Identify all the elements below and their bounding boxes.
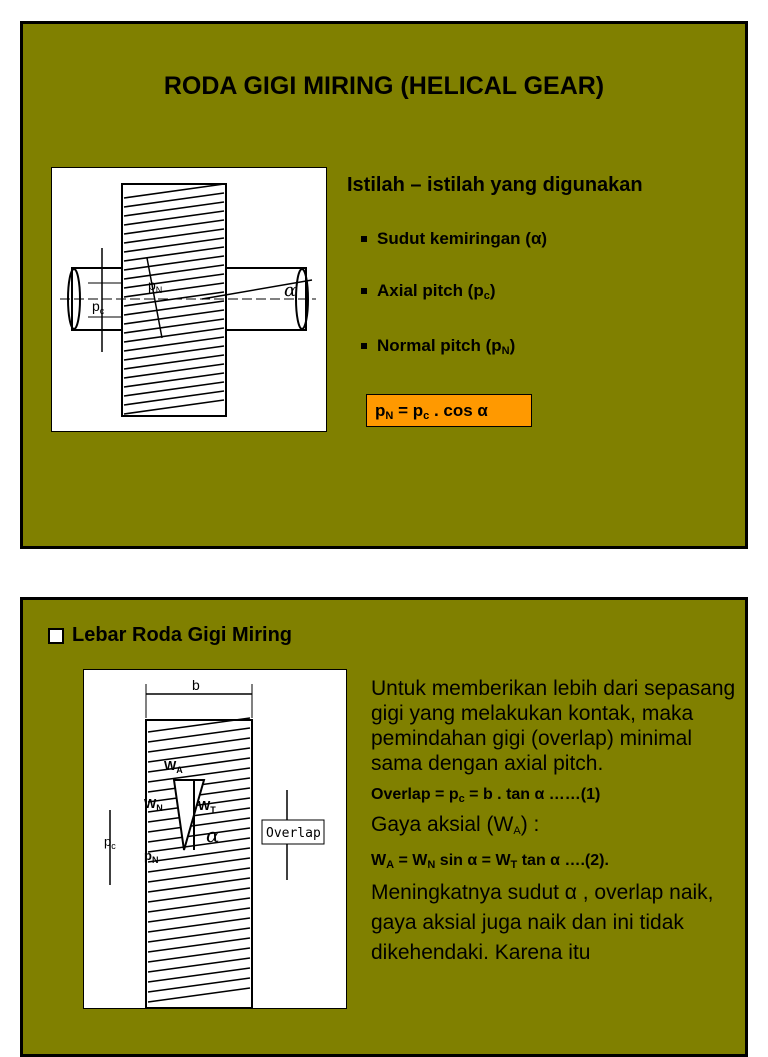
- gear-width-drawing: [84, 670, 346, 1008]
- checkbox-bullet-icon: [48, 628, 64, 644]
- bullet-sudut-kemiringan: Sudut kemiringan (α): [359, 229, 547, 259]
- overlap-label: Overlap: [266, 826, 321, 841]
- pn-label: $p_N$: [148, 277, 163, 295]
- gear-width-figure: [83, 669, 347, 1009]
- bullet-normal-pitch: Normal pitch $(p_N)$: [359, 336, 547, 357]
- helical-gear-figure: [51, 167, 327, 432]
- section-heading: [48, 624, 292, 647]
- section-heading-text: Lebar Roda Gigi Miring: [72, 624, 293, 646]
- pn-label-2: $p_N$: [144, 848, 159, 865]
- normal-pitch-formula: $p_N = p_c$ . cos α: [366, 394, 532, 427]
- bullet-axial-pitch: Axial pitch $(p_c)$: [359, 281, 547, 302]
- axial-force-equation: $W_A = W_N$ $\sin \alpha = W_T$ tan α ….(2).: [371, 852, 609, 871]
- axial-force-label: Gaya aksial $(W_A)$ :: [371, 813, 540, 837]
- wa-label: $W_A$: [164, 758, 183, 775]
- alpha-label: α: [284, 280, 297, 301]
- pc-label-2: $p_c$: [104, 834, 116, 851]
- overlap-explanation: Untuk memberikan lebih dari sepasang gigi yang melakukan kontak, maka pemindahan gigi (overlap) minimal sama dengan axial pitch.: [371, 677, 736, 775]
- closing-text: Meningkatnya sudut α , overlap naik, gaya aksial juga naik dan ini tidak dikehendaki. Karena itu: [371, 881, 714, 964]
- overlap-equation: Overlap = $p_c = b$ . tan α ……(1): [371, 786, 601, 805]
- slide-gear-width: [20, 597, 748, 1057]
- alpha-label-2: α: [206, 823, 220, 847]
- pc-label: $p_c$: [92, 298, 105, 316]
- slide-title: RODA GIGI MIRING (HELICAL GEAR): [163, 72, 605, 100]
- terms-list: [359, 229, 547, 357]
- helical-gear-drawing: [52, 168, 326, 431]
- b-label: b: [192, 677, 200, 693]
- wn-label: $W_N$: [144, 796, 163, 813]
- explanation-text: [371, 676, 741, 968]
- terms-heading: Istilah – istilah yang digunakan: [347, 174, 643, 196]
- slide-helical-gear-terms: [20, 21, 748, 549]
- wt-label: $W_T$: [198, 798, 216, 815]
